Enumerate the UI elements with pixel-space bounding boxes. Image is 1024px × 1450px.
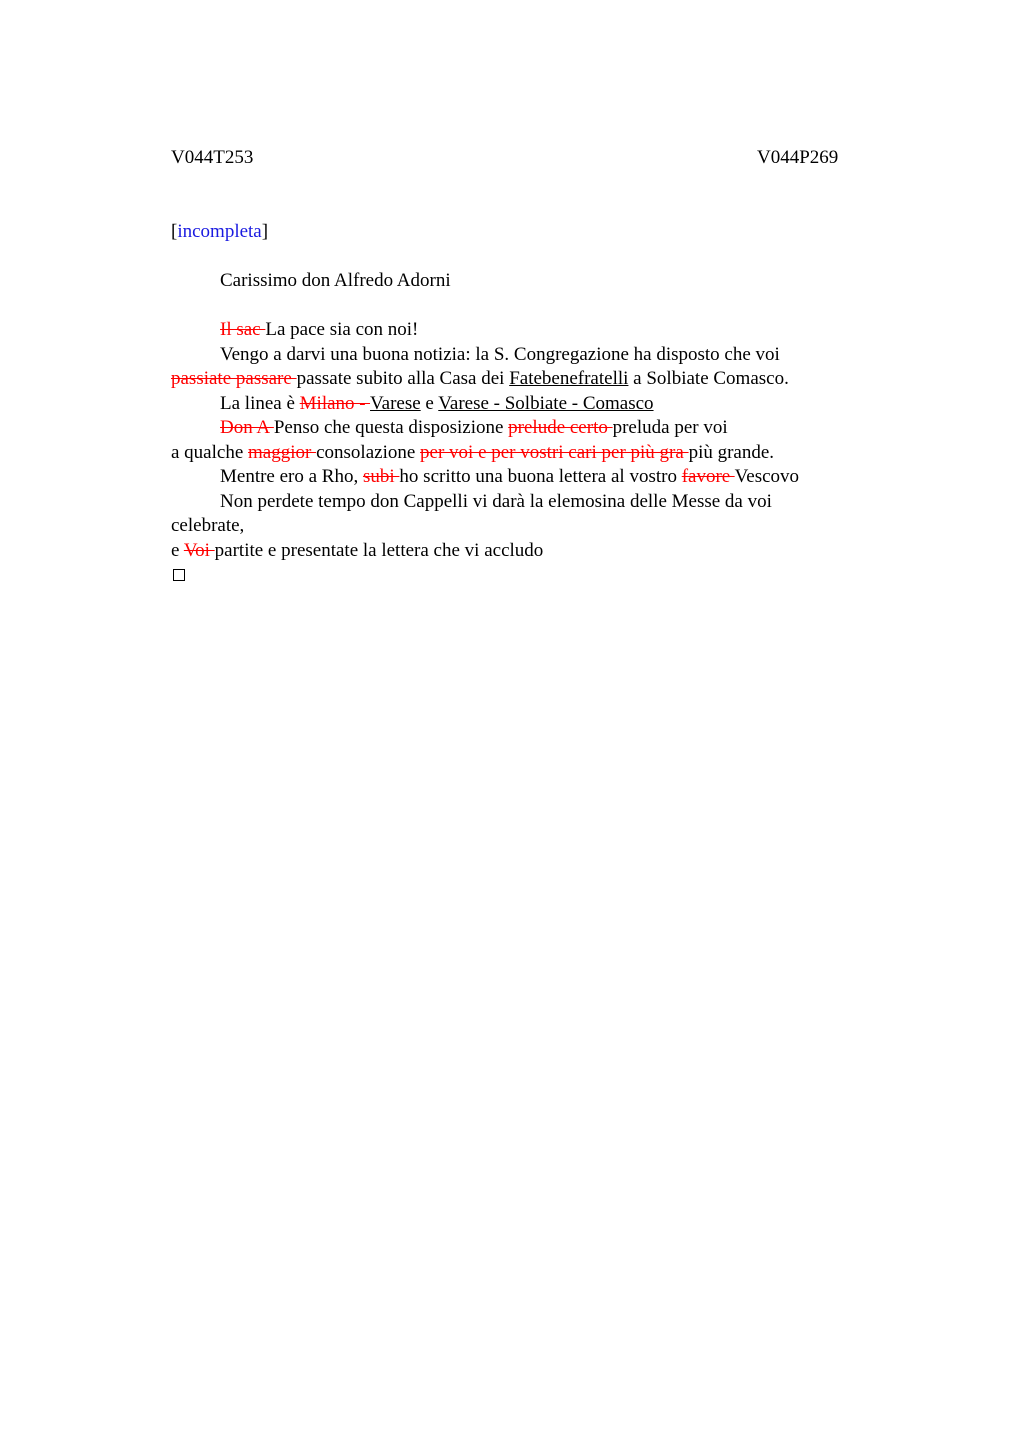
greeting: Carissimo don Alfredo Adorni [220,270,451,291]
text-line [171,392,861,417]
end-mark [171,563,861,588]
deleted-text: Voi [183,539,215,561]
underlined-text: Fatebenefratelli [509,368,629,389]
text-segment: La pace sia con noi! [265,319,419,340]
text-line [171,441,861,466]
text-line [171,367,861,392]
text-line [171,416,861,441]
text-line [171,343,861,368]
deleted-text: maggior [248,441,317,463]
text-segment: e [420,392,439,414]
underlined-text: Varese [370,392,421,414]
text-segment: Vescovo [734,466,800,487]
text-segment: più grande. [688,441,775,463]
deleted-text: Don A [220,417,274,438]
text-segment: La linea è [220,392,300,414]
status-note: [incompleta] [171,221,269,242]
text-line [171,539,861,564]
text-segment: preluda per voi [612,417,728,438]
deleted-text: per voi e per vostri cari per più gra [420,441,689,463]
deleted-text: favore [681,466,735,487]
page-code: V044P269 [757,147,839,168]
deleted-text: prelude certo [508,417,613,438]
text-segment: partite e presentate la lettera che vi accludo [214,539,544,561]
deleted-text: Milano - [299,392,371,414]
deleted-text: Il sac [220,319,266,340]
text-segment: ho scritto una buona lettera al vostro [399,466,682,487]
letter-body [171,220,861,588]
text-line [171,514,861,539]
text-segment: Non perdete tempo don Cappelli vi darà la elemosina delle Messe da voi [220,490,772,512]
deleted-text: passiate passare [171,368,297,389]
text-segment: Mentre ero a Rho, [220,466,363,487]
underlined-text: Varese - Solbiate - Comasco [438,392,654,414]
text-segment: Vengo a darvi una buona notizia: la S. Congregazione ha disposto che voi [220,343,780,365]
text-segment: Penso che questa disposizione [273,417,509,438]
letter-lines [171,318,861,563]
text-line [171,465,861,490]
square-box-icon [173,569,185,581]
text-segment: passate subito alla Casa dei [296,368,510,389]
text-line [171,490,861,515]
text-segment: a qualche [171,441,249,463]
text-segment: consolazione [316,441,421,463]
text-line [171,318,861,343]
document-code: V044T253 [171,147,254,168]
text-segment: e [171,539,184,561]
status-label: incompleta [177,221,262,242]
text-segment: celebrate, [171,515,245,536]
deleted-text: subi [362,466,400,487]
text-segment: a Solbiate Comasco. [628,368,789,389]
